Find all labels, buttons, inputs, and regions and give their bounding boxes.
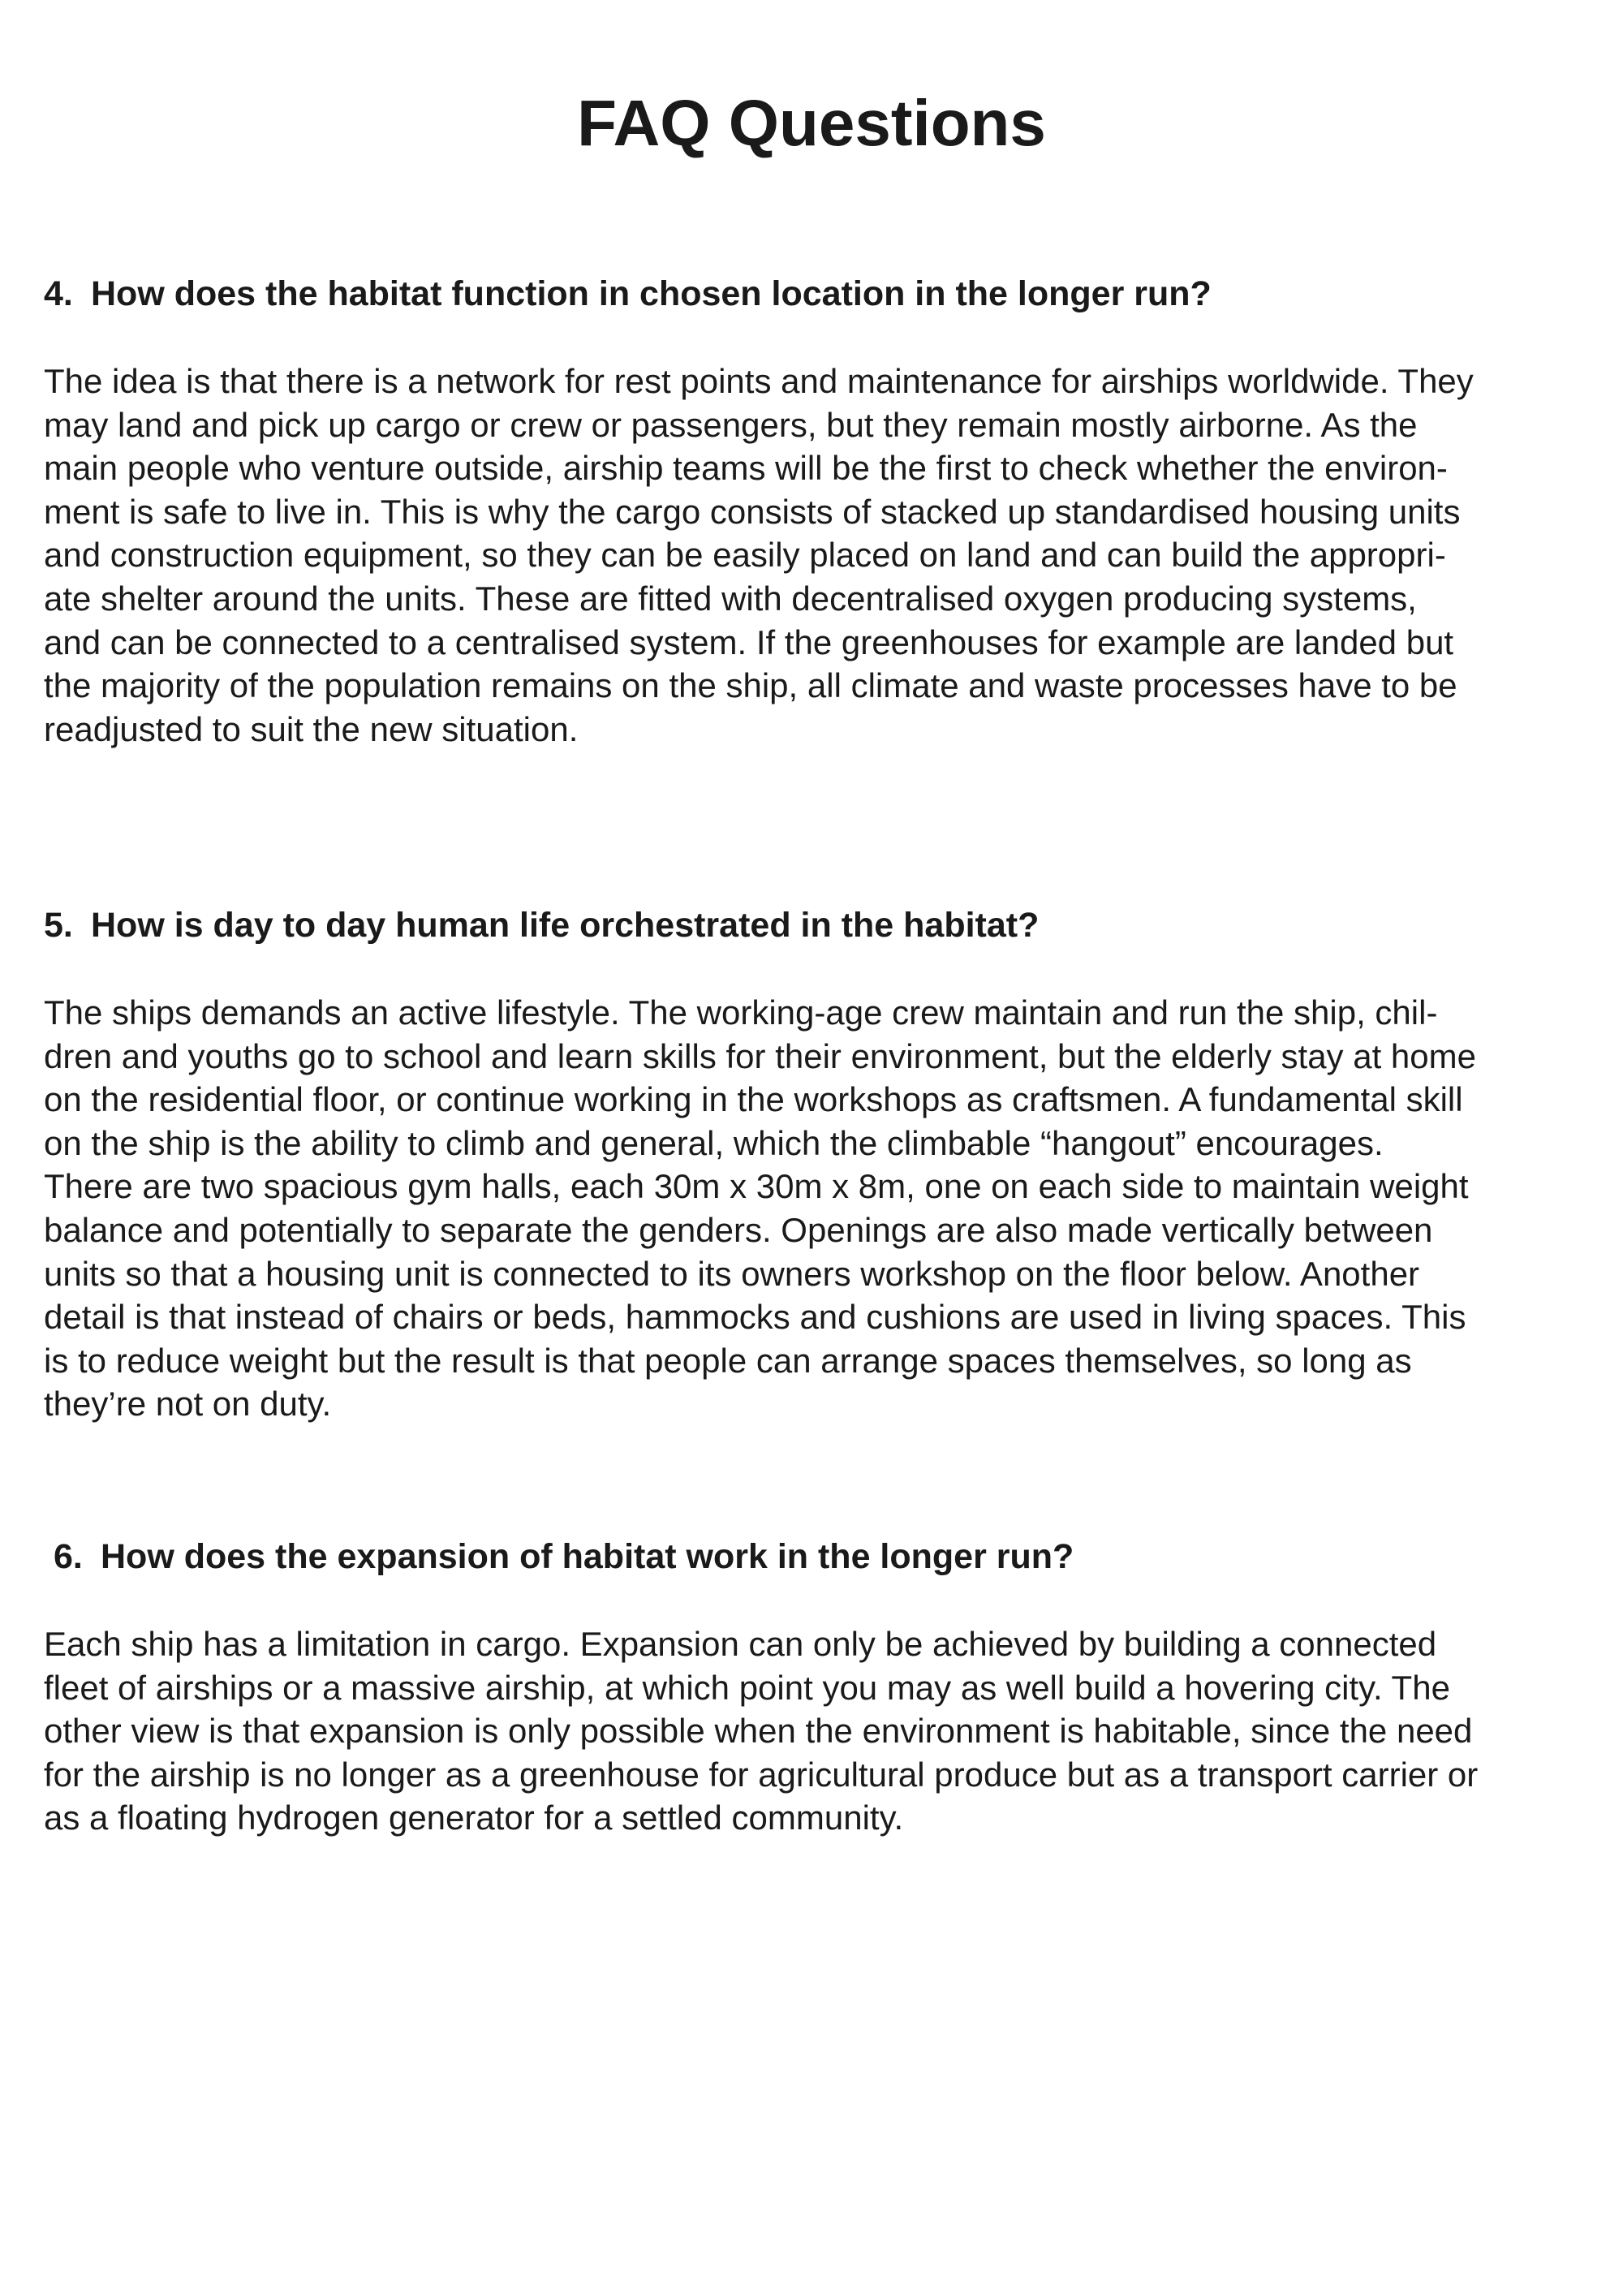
- answer-line: they’re not on duty.: [44, 1385, 332, 1424]
- answer-line: as a floating hydrogen generator for a settled community.: [44, 1798, 904, 1837]
- question-number: 4.: [44, 274, 73, 313]
- answer-line: fleet of airships or a massive airship, at which point you may as well build a hovering city. The: [44, 1668, 1450, 1707]
- question-text: How does the expansion of habitat work in the longer run?: [101, 1537, 1074, 1576]
- answer-line: balance and potentially to separate the genders. Openings are also made vertically between: [44, 1210, 1433, 1249]
- answer-line: and construction equipment, so they can be easily placed on land and can build the appropri-: [44, 536, 1446, 575]
- answer-line: The idea is that there is a network for rest points and maintenance for airships worldwide. They: [44, 362, 1474, 400]
- answer-line: The ships demands an active lifestyle. The working-age crew maintain and run the ship, chil-: [44, 993, 1438, 1032]
- question-number: 6.: [54, 1537, 83, 1576]
- question-text: How does the habitat function in chosen location in the longer run?: [91, 274, 1212, 313]
- answer-line: on the residential floor, or continue working in the workshops as craftsmen. A fundamental skill: [44, 1080, 1463, 1119]
- answer-line: units so that a housing unit is connected to its owners workshop on the floor below. Another: [44, 1254, 1420, 1293]
- answer-5-text: [44, 991, 1476, 1426]
- answer-line: other view is that expansion is only possible when the environment is habitable, since the need: [44, 1712, 1473, 1751]
- answer-line: for the airship is no longer as a greenhouse for agricultural produce but as a transport carrier or: [44, 1755, 1479, 1794]
- answer-4-text: [44, 360, 1474, 751]
- answer-line: main people who venture outside, airship teams will be the first to check whether the environ-: [44, 449, 1448, 488]
- answer-line: ate shelter around the units. These are fitted with decentralised oxygen producing systems,: [44, 579, 1417, 618]
- question-5-heading: [44, 904, 1039, 946]
- question-6-heading: [54, 1536, 1074, 1578]
- answer-line: may land and pick up cargo or crew or passengers, but they remain mostly airborne. As the: [44, 405, 1418, 444]
- answer-line: dren and youths go to school and learn skills for their environment, but the elderly stay at home: [44, 1036, 1476, 1075]
- answer-line: There are two spacious gym halls, each 30m x 30m x 8m, one on each side to maintain weight: [44, 1167, 1469, 1206]
- answer-line: and can be connected to a centralised system. If the greenhouses for example are landed but: [44, 622, 1454, 661]
- question-text: How is day to day human life orchestrated in the habitat?: [91, 906, 1040, 945]
- answer-line: the majority of the population remains on the ship, all climate and waste processes have to be: [44, 666, 1457, 705]
- answer-line: is to reduce weight but the result is that people can arrange spaces themselves, so long as: [44, 1341, 1412, 1380]
- answer-line: ment is safe to live in. This is why the cargo consists of stacked up standardised housing units: [44, 492, 1461, 531]
- answer-line: on the ship is the ability to climb and general, which the climbable “hangout” encourages.: [44, 1123, 1384, 1162]
- answer-line: Each ship has a limitation in cargo. Expansion can only be achieved by building a connected: [44, 1625, 1437, 1663]
- question-4-heading: [44, 273, 1212, 315]
- answer-line: detail is that instead of chairs or beds, hammocks and cushions are used in living spaces. This: [44, 1298, 1466, 1337]
- answer-6-text: [44, 1622, 1478, 1840]
- page-title: FAQ Questions: [577, 87, 1046, 159]
- answer-line: readjusted to suit the new situation.: [44, 709, 579, 748]
- question-number: 5.: [44, 906, 73, 945]
